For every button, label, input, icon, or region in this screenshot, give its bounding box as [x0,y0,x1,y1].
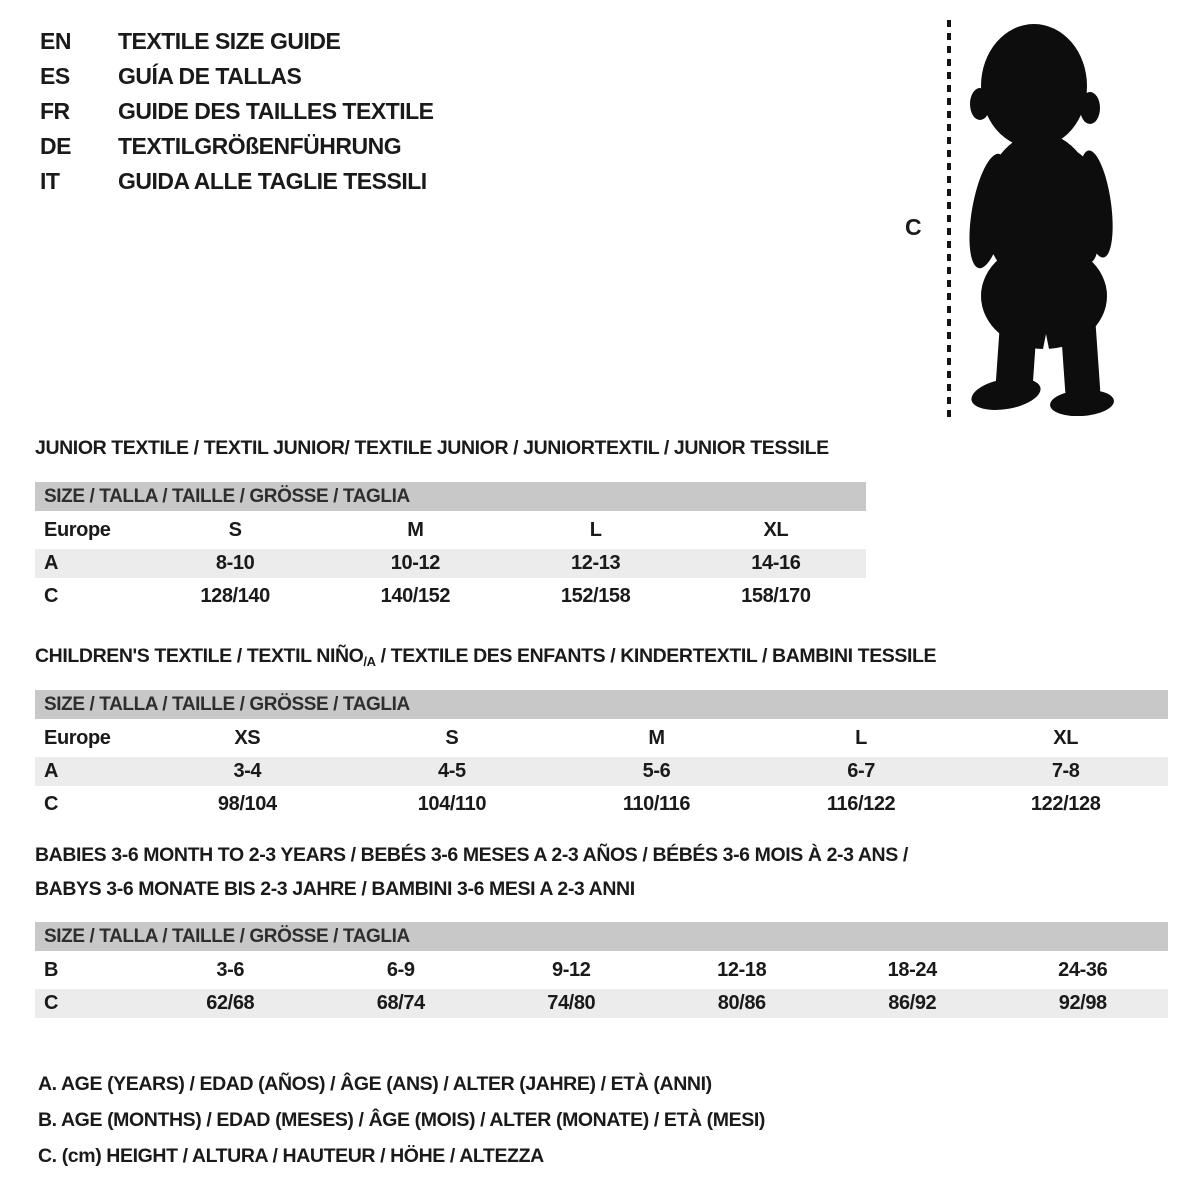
size-col: S [445,727,459,749]
height-measure-dashed-line [947,20,951,418]
region-label: Europe [44,519,111,541]
height-value: 92/98 [1058,992,1107,1014]
toddler-silhouette [962,18,1134,416]
language-title: GUIDA ALLE TAGLIE TESSILI [118,168,427,194]
babies-title-line2: BABYS 3-6 MONATE BIS 2-3 JAHRE / BAMBINI 3-6 MESI A 2-3 ANNI [35,878,635,900]
legend-line-c: C. (cm) HEIGHT / ALTURA / HAUTEUR / HÖHE / ALTEZZA [38,1144,544,1167]
height-value: 116/122 [826,793,896,815]
age-value: 8-10 [215,552,255,574]
height-value: 110/116 [622,793,691,815]
size-col: XS [234,727,261,749]
junior-age-row [35,547,866,580]
height-value: 104/110 [417,793,487,815]
language-row-en [40,24,434,59]
height-value: 140/152 [380,585,451,607]
children-height-row [35,788,1168,821]
size-col: M [648,727,665,749]
age-months-value: 9-12 [552,959,591,981]
size-col: S [228,519,242,541]
babies-height-row [35,987,1168,1020]
language-code: FR [40,98,70,124]
junior-section-title [35,437,829,460]
children-size-table [35,690,1168,821]
children-title-post: / TEXTILE DES ENFANTS / KINDERTEXTIL / BAMBINI TESSILE [375,645,937,667]
language-code: ES [40,63,70,89]
junior-size-header-bar: SIZE / TALLA / TAILLE / GRÖSSE / TAGLIA [35,482,866,511]
language-row-de [40,129,434,164]
children-size-header-bar: SIZE / TALLA / TAILLE / GRÖSSE / TAGLIA [35,690,1168,719]
language-code: EN [40,28,71,54]
junior-height-row [35,580,866,613]
age-value: 7-8 [1051,760,1080,782]
row-label-a: A [44,760,59,782]
language-title: GUÍA DE TALLAS [118,63,302,89]
height-value: 80/86 [717,992,766,1014]
age-months-value: 3-6 [216,959,245,981]
height-value: 128/140 [200,585,270,607]
age-value: 10-12 [390,552,440,574]
language-code: IT [40,168,60,194]
language-code: DE [40,133,71,159]
row-label-a: A [44,552,59,574]
row-label-b: B [44,959,59,981]
children-title-pre: CHILDREN'S TEXTILE / TEXTIL NIÑO [35,645,364,667]
babies-title-line1: BABIES 3-6 MONTH TO 2-3 YEARS / BEBÉS 3-6 MESES A 2-3 AÑOS / BÉBÉS 3-6 MOIS À 2-3 ANS / [35,844,908,866]
babies-section-title [35,838,908,906]
age-months-value: 12-18 [717,959,767,981]
age-months-value: 18-24 [887,959,937,981]
children-title-sub: /A [363,654,376,669]
age-value: 3-4 [233,760,262,782]
language-title: GUIDE DES TAILLES TEXTILE [118,98,434,124]
junior-title-text: JUNIOR TEXTILE / TEXTIL JUNIOR/ TEXTILE JUNIOR / JUNIORTEXTIL / JUNIOR TESSILE [35,437,829,459]
legend-line-a: A. AGE (YEARS) / EDAD (AÑOS) / ÂGE (ANS) / ALTER (JAHRE) / ETÀ (ANNI) [38,1072,712,1095]
row-label-c: C [44,992,59,1014]
age-months-value: 6-9 [386,959,415,981]
language-row-it [40,164,434,199]
height-measure-letter: C [905,214,922,240]
children-section-title [35,645,936,669]
age-months-value: 24-36 [1058,959,1108,981]
junior-size-table [35,482,866,613]
language-title: TEXTILE SIZE GUIDE [118,28,341,54]
height-value: 74/80 [547,992,596,1014]
row-label-c: C [44,793,59,815]
row-label-c: C [44,585,59,607]
legend-line-b: B. AGE (MONTHS) / EDAD (MESES) / ÂGE (MOIS) / ALTER (MONATE) / ETÀ (MESI) [38,1108,765,1131]
language-row-fr [40,94,434,129]
size-col: L [855,727,867,749]
height-value: 158/170 [741,585,811,607]
junior-columns-row [35,514,866,547]
children-age-row [35,755,1168,788]
size-col: XL [763,519,789,541]
language-title: TEXTILGRÖßENFÜHRUNG [118,133,402,159]
height-value: 68/74 [376,992,425,1014]
height-value: 122/128 [1030,793,1101,815]
age-value: 6-7 [847,760,875,782]
region-label: Europe [44,727,111,749]
height-value: 152/158 [560,585,631,607]
babies-size-header-bar: SIZE / TALLA / TAILLE / GRÖSSE / TAGLIA [35,922,1168,951]
height-value: 62/68 [206,992,255,1014]
babies-size-table [35,922,1168,1020]
size-col: XL [1053,727,1079,749]
size-col: L [589,519,602,541]
age-value: 4-5 [438,760,466,782]
age-value: 5-6 [642,760,671,782]
age-value: 14-16 [751,552,801,574]
language-guide-list [40,24,434,199]
height-value: 86/92 [888,992,937,1014]
measure-legend [38,1066,765,1174]
size-col: M [407,519,424,541]
babies-age-row [35,954,1168,987]
age-value: 12-13 [571,552,621,574]
language-row-es [40,59,434,94]
height-value: 98/104 [217,793,277,815]
children-columns-row [35,722,1168,755]
